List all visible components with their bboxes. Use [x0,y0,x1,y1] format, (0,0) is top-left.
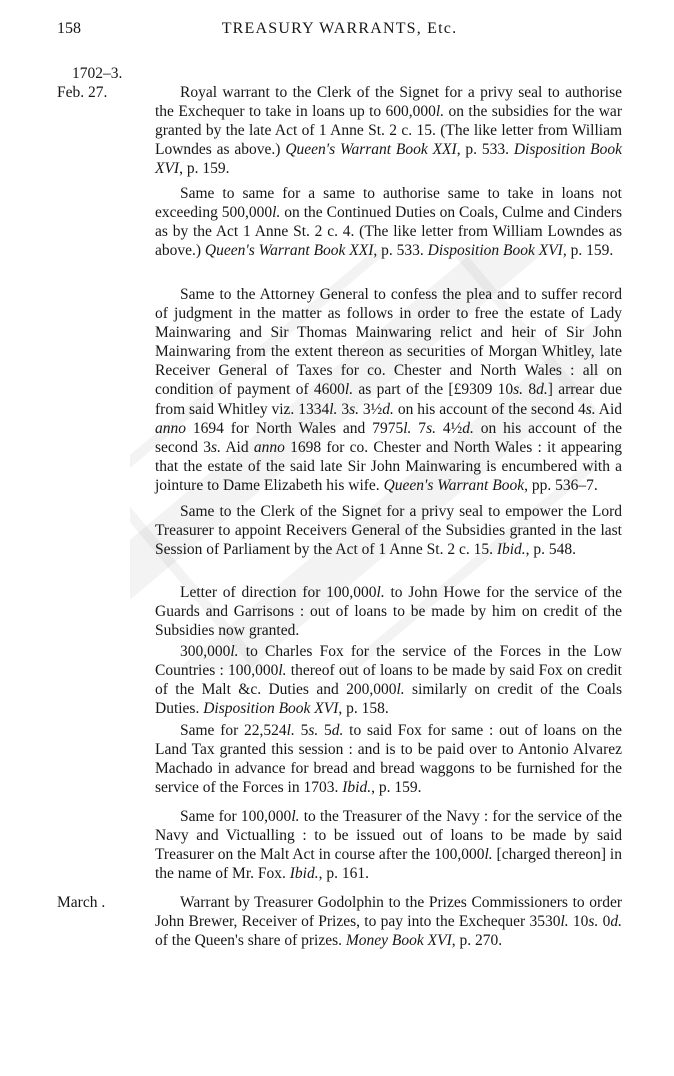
running-title: TREASURY WARRANTS, Etc. [221,20,458,37]
entry-3: Same to the Attorney General to confess the plea and to suffer record of judgment in the matter as follows in order to free the estate of Lady Mainwaring and Sir Thomas Mainwaring relict and heir of Sir John Mainwaring from the extent thereon as securities of Morgan Whitley, late Receiver General of Taxes for co. Chester and North Wales : all on condition of payment of 4600l. as part of the [£9309 10s. 8d.] arrear due from said Whitley viz. 1334l. 3s. 3½d. on his account of the second 4s. Aid anno 1694 for North Wales and 7975l. 7s. 4½d. on his account of the second 3s. Aid anno 1698 for co. Chester and North Wales : it appearing that the estate of the said late Sir John Mainwaring is encumbered with a jointure to Dame Elizabeth his wife. Queen's Warrant Book, pp. 536–7. [155,286,623,494]
page-number: 158 [57,20,81,37]
margin-year: 1702–3. [72,65,123,82]
entry-5: Letter of direction for 100,000l. to John Howe for the service of the Guards and Garrisons : out of loans to be made by him on credit of the Subsidies now granted. [155,584,623,640]
entry-7: Same for 22,524l. 5s. 5d. to said Fox for same : out of loans on the Land Tax granted this session : and is to be paid over to Antonio Alvarez Machado in advance for bread and bread waggons to be furnished for the service of the Forces in 1703. Ibid., p. 159. [155,722,623,797]
entry-8: Same for 100,000l. to the Treasurer of the Navy : for the service of the Navy and Victualling : to be issued out of loans to be made by said Treasurer on the Malt Act in course after the 100,000l. [charged thereon] in the name of Mr. Fox. Ibid., p. 161. [155,808,623,883]
entry-6: 300,000l. to Charles Fox for the service of the Forces in the Low Countries : 100,000l. thereof out of loans to be made by said Fox on credit of the Malt &c. Duties and 200,000l. similarly on credit of the Coals Duties. Disposition Book XVI, p. 158. [155,643,623,718]
margin-date-feb: Feb. 27. [57,84,108,101]
entry-2: Same to same for a same to authorise same to take in loans not exceeding 500,000l. on the Continued Duties on Coals, Culme and Cinders as by the Act 1 Anne St. 2 c. 4. (The like letter from William Lowndes as above.) Queen's Warrant Book XXI, p. 533. Disposition Book XVI, p. 159. [155,185,622,260]
entry-4: Same to the Clerk of the Signet for a privy seal to empower the Lord Treasurer to appoint Receivers General of the Subsidies granted in the last Session of Parliament by the Act of 1 Anne St. 2 c. 15. Ibid., p. 548. [155,503,622,559]
margin-date-march: March . [57,894,106,911]
entry-9: Warrant by Treasurer Godolphin to the Prizes Commissioners to order John Brewer, Receiver of Prizes, to pay into the Exchequer 3530l. 10s. 0d. of the Queen's share of prizes. Money Book XVI, p. 270. [155,894,622,950]
page-header [57,8,622,38]
entry-1: Royal warrant to the Clerk of the Signet for a privy seal to authorise the Exchequer to take in loans up to 600,000l. on the subsidies for the war granted by the late Act of 1 Anne St. 2 c. 15. (The like letter from William Lowndes as above.) Queen's Warrant Book XXI, p. 533. Disposition Book XVI, p. 159. [155,84,623,178]
